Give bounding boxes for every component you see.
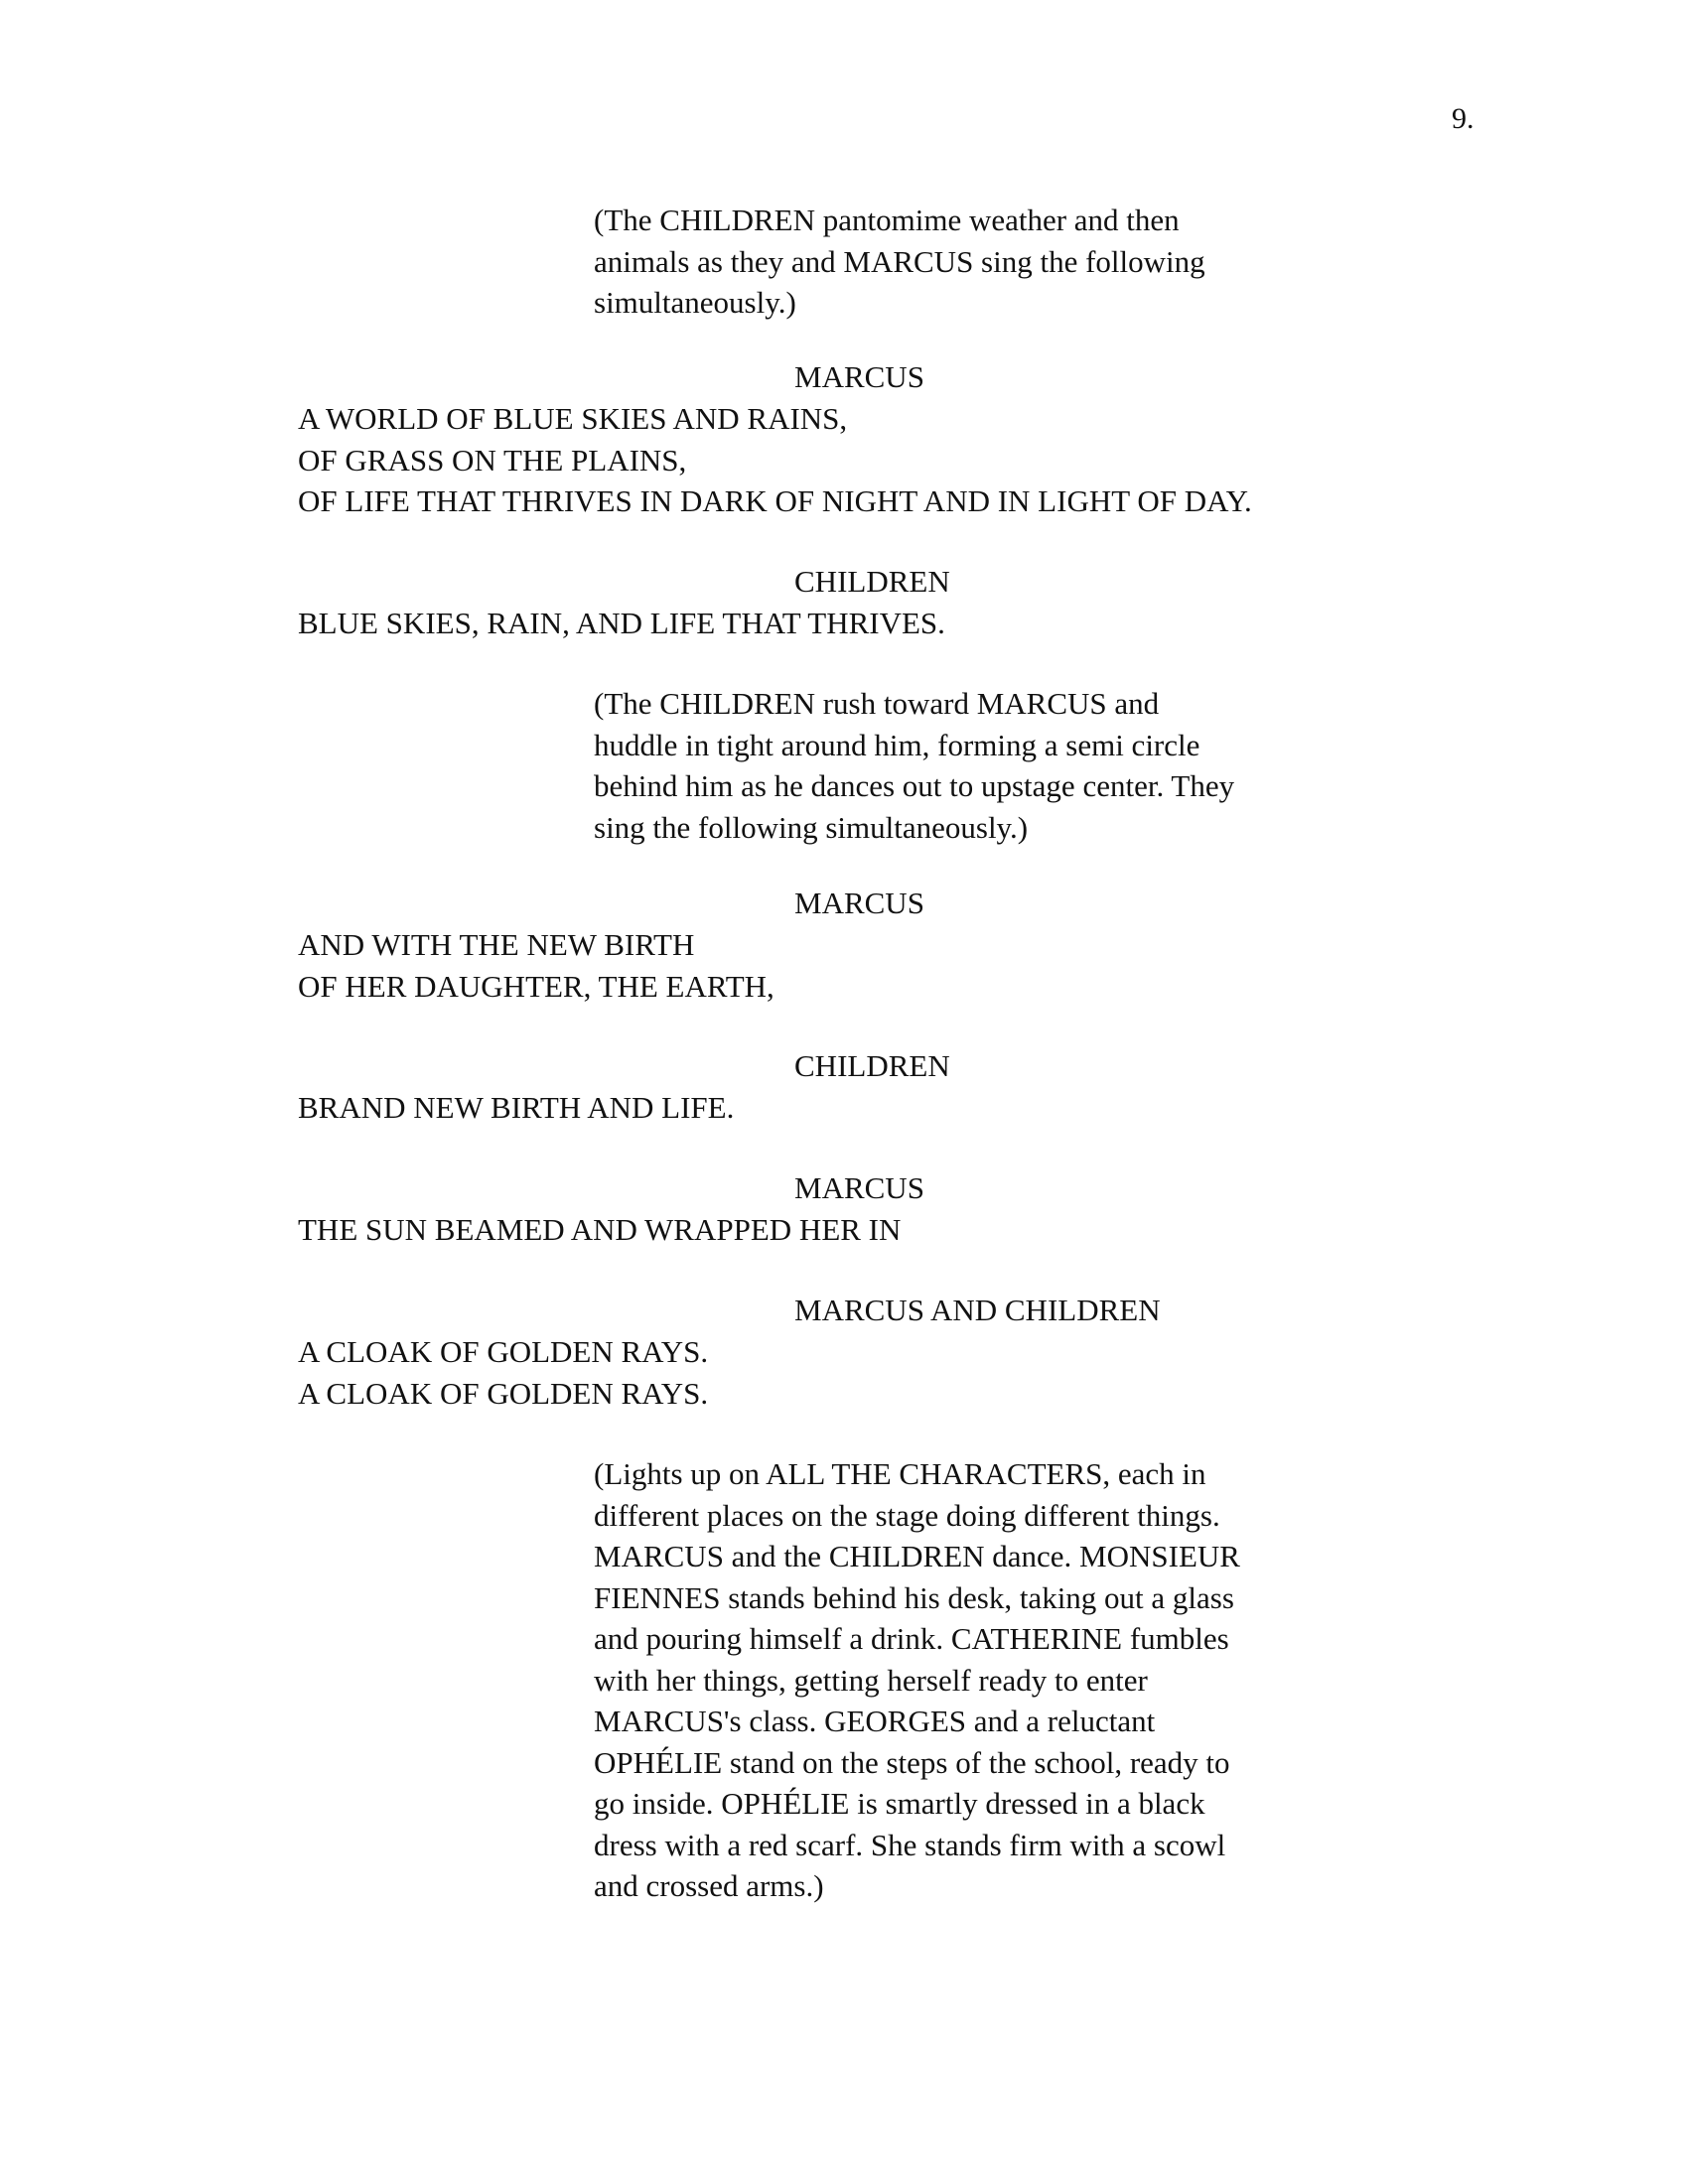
character-name-marcus-3: MARCUS (794, 1170, 924, 1205)
lyric-block-5: THE SUN BEAMED AND WRAPPED HER IN (298, 1212, 902, 1247)
character-name-marcus-1: MARCUS (794, 359, 924, 394)
character-name-children-2: CHILDREN (794, 1048, 950, 1083)
page-number: 9. (1452, 102, 1475, 135)
lyric-block-3: AND WITH THE NEW BIRTH OF HER DAUGHTER, THE EARTH, (298, 927, 774, 1004)
lyric-block-1: A WORLD OF BLUE SKIES AND RAINS, OF GRASS ON THE PLAINS, OF LIFE THAT THRIVES IN DARK OF NIGHT AND IN LIGHT OF DAY. (298, 401, 1252, 518)
character-name-marcus-and-children: MARCUS AND CHILDREN (794, 1293, 1161, 1327)
stage-direction-2: (The CHILDREN rush toward MARCUS and huddle in tight around him, forming a semi circle behind him as he dances out to upstage center. They sing the following simultaneously.) (594, 686, 1235, 845)
lyric-block-2: BLUE SKIES, RAIN, AND LIFE THAT THRIVES. (298, 606, 945, 640)
stage-direction-1: (The CHILDREN pantomime weather and then animals as they and MARCUS sing the following simultaneously.) (594, 203, 1205, 320)
stage-direction-3: (Lights up on ALL THE CHARACTERS, each in different places on the stage doing different things. MARCUS and the CHILDREN dance. MONSIEUR FIENNES stands behind his desk, taking out a glass and pouring himself a drink. CATHERINE fumbles with her things, getting herself ready to enter MARCUS's class. GEORGES and a reluctant OPHÉLIE stand on the steps of the school, ready to go inside. OPHÉLIE is smartly dressed in a black dress with a red scarf. She stands firm with a scowl and crossed arms.) (594, 1456, 1240, 1903)
lyric-block-4: BRAND NEW BIRTH AND LIFE. (298, 1090, 735, 1125)
character-name-marcus-2: MARCUS (794, 886, 924, 920)
lyric-block-6: A CLOAK OF GOLDEN RAYS. A CLOAK OF GOLDEN RAYS. (298, 1334, 709, 1411)
character-name-children-1: CHILDREN (794, 564, 950, 599)
